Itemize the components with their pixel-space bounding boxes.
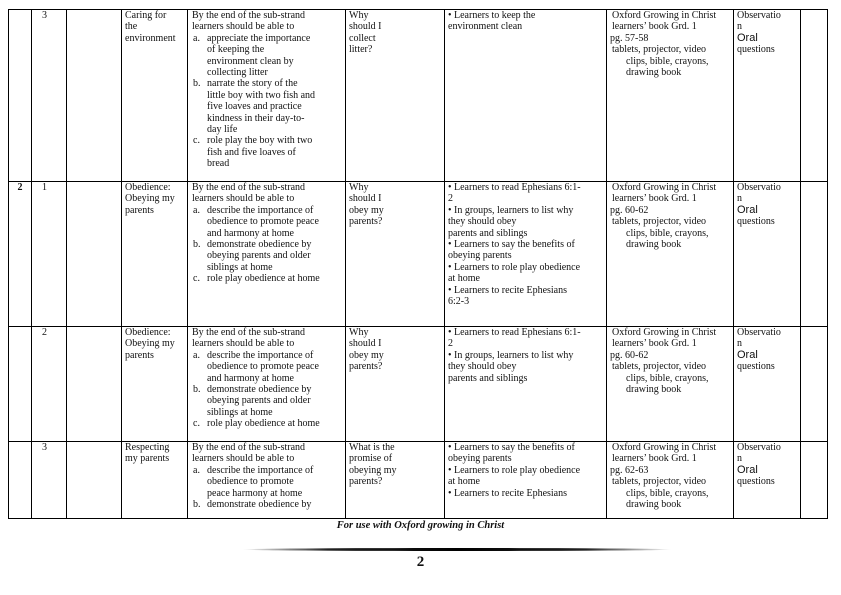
inquiry-line: promise of <box>349 453 393 465</box>
outcome-item <box>191 418 342 429</box>
experience-line: • In groups, learners to list why <box>448 349 574 361</box>
outcome-line: little boy with two fish and <box>207 89 316 101</box>
substrand-cell <box>122 327 188 442</box>
outcome-intro-line: By the end of the sub-strand <box>192 182 306 193</box>
inquiry-line: obey my <box>349 349 384 361</box>
outcome-line: obedience to promote <box>207 476 294 488</box>
resources-cell <box>607 442 734 519</box>
experience-line: 6:2-3 <box>448 296 470 308</box>
resource-title-line: learners’ book Grd. 1 <box>612 453 697 465</box>
page-number: 2 <box>416 554 425 570</box>
substrand-line: Obeying my <box>125 338 175 350</box>
outcome-line: siblings at home <box>207 261 273 273</box>
key-inquiry-cell <box>346 182 445 327</box>
footer-note: For use with Oxford growing in Christ <box>336 520 505 531</box>
experience-line: 2 <box>448 338 453 350</box>
assessment-cell <box>734 182 801 327</box>
experience-line: parents and siblings <box>448 227 528 239</box>
outcome-marker: a. <box>193 32 200 44</box>
week-cell <box>9 327 32 442</box>
outcome-intro-line: By the end of the sub-strand <box>192 442 306 453</box>
reflection-cell <box>801 327 828 442</box>
inquiry-line: obeying my <box>349 464 397 476</box>
reflection-cell <box>801 10 828 182</box>
table-row <box>9 442 828 519</box>
assessment-line: questions <box>737 44 775 56</box>
outcome-line: day life <box>207 124 238 136</box>
resource-title-line: Oxford Growing in Christ <box>612 10 717 21</box>
assessment-line: Observatio <box>737 10 781 21</box>
learning-outcomes-cell <box>188 327 346 442</box>
resource-material-line: tablets, projector, video <box>612 361 707 373</box>
footer-divider <box>242 548 672 551</box>
outcome-line: demonstrate obedience by <box>207 239 312 251</box>
learning-experiences-cell <box>445 327 607 442</box>
inquiry-line: collect <box>349 32 376 44</box>
key-inquiry-cell <box>346 10 445 182</box>
resource-material-line: drawing book <box>626 239 682 251</box>
inquiry-line: Why <box>349 182 369 193</box>
substrand-line: my parents <box>125 453 170 465</box>
assessment-line: n <box>737 453 742 465</box>
outcome-text <box>207 465 313 499</box>
inquiry-line: should I <box>349 21 382 33</box>
outcome-marker: a. <box>193 349 200 361</box>
experience-line: environment clean <box>448 21 523 33</box>
substrand-line: parents <box>125 349 154 361</box>
outcome-line: peace harmony at home <box>207 487 303 499</box>
outcome-line: appreciate the importance <box>207 32 311 44</box>
experience-line: 2 <box>448 193 453 205</box>
resource-material-line: clips, bible, crayons, <box>626 55 709 67</box>
assessment-line: questions <box>737 361 775 373</box>
substrand-cell <box>122 182 188 327</box>
outcome-text <box>207 384 311 418</box>
outcome-line: narrate the story of the <box>207 78 298 90</box>
outcome-line: obeying parents and older <box>207 250 311 262</box>
learning-outcomes-cell <box>188 10 346 182</box>
substrand-line: Caring for <box>125 10 167 21</box>
outcome-text <box>207 135 312 169</box>
assessment-line: Oral <box>737 348 758 361</box>
substrand-line: Respecting <box>125 442 170 453</box>
scheme-of-work-table <box>8 9 828 519</box>
experience-line: • Learners to role play obedience <box>448 464 581 476</box>
assessment-line: n <box>737 338 742 350</box>
key-inquiry-cell <box>346 442 445 519</box>
experience-line: • Learners to say the benefits of <box>448 239 575 251</box>
outcome-text <box>207 78 315 135</box>
experience-line: parents and siblings <box>448 372 528 384</box>
resource-material-line: tablets, projector, video <box>612 476 707 488</box>
outcome-line: siblings at home <box>207 406 273 418</box>
outcome-marker: a. <box>193 204 200 216</box>
resource-material-line: clips, bible, crayons, <box>626 487 709 499</box>
outcomes-intro <box>191 182 342 205</box>
outcome-marker: b. <box>193 78 201 90</box>
assessment-cell <box>734 442 801 519</box>
outcome-intro-line: learners should be able to <box>192 338 295 350</box>
outcome-line: fish and five loaves of <box>207 146 296 158</box>
lesson-cell: 2 <box>32 327 67 442</box>
assessment-line: Observatio <box>737 327 781 338</box>
table-row <box>9 327 828 442</box>
outcome-item <box>191 33 342 79</box>
resource-material-line: clips, bible, crayons, <box>626 372 709 384</box>
resource-title-line: Oxford Growing in Christ <box>612 327 717 338</box>
outcome-line: obedience to promote peace <box>207 361 319 373</box>
outcome-line: role play obedience at home <box>207 273 320 285</box>
experience-line: obeying parents <box>448 453 512 465</box>
resource-material-line: clips, bible, crayons, <box>626 227 709 239</box>
outcome-marker: b. <box>193 239 201 251</box>
resource-title-line: Oxford Growing in Christ <box>612 442 717 453</box>
outcome-item <box>191 205 342 239</box>
week-cell <box>9 442 32 519</box>
outcome-text <box>207 499 311 510</box>
week-cell: 2 <box>9 182 32 327</box>
learning-outcomes-cell <box>188 442 346 519</box>
experience-line: • Learners to keep the <box>448 10 536 21</box>
week-cell <box>9 10 32 182</box>
substrand-line: the <box>125 21 138 33</box>
outcome-text <box>207 273 320 284</box>
resource-pages: pg. 62-63 <box>610 464 649 476</box>
inquiry-line: obey my <box>349 204 384 216</box>
outcome-marker: c. <box>193 273 200 285</box>
outcome-item <box>191 273 342 284</box>
outcomes-intro <box>191 10 342 33</box>
assessment-line: Oral <box>737 463 758 476</box>
assessment-line: Oral <box>737 203 758 216</box>
outcome-item <box>191 78 342 135</box>
substrand-cell <box>122 442 188 519</box>
assessment-line: Oral <box>737 31 758 44</box>
inquiry-line: Why <box>349 327 369 338</box>
outcomes-intro <box>191 327 342 350</box>
outcome-intro-line: learners should be able to <box>192 193 295 205</box>
resources-cell <box>607 182 734 327</box>
experience-line: • Learners to read Ephesians 6:1- <box>448 327 581 338</box>
assessment-cell <box>734 327 801 442</box>
inquiry-line: litter? <box>349 44 373 56</box>
experience-line: • In groups, learners to list why <box>448 204 574 216</box>
experience-line: • Learners to recite Ephesians <box>448 487 568 499</box>
table-row <box>9 182 828 327</box>
outcome-line: and harmony at home <box>207 372 294 384</box>
outcomes-intro <box>191 442 342 465</box>
reflection-cell <box>801 182 828 327</box>
assessment-cell <box>734 10 801 182</box>
resource-material-line: drawing book <box>626 384 682 396</box>
experience-line: at home <box>448 273 480 285</box>
outcome-line: collecting litter <box>207 67 268 79</box>
outcome-text <box>207 239 311 273</box>
outcome-marker: c. <box>193 418 200 430</box>
outcome-line: obeying parents and older <box>207 395 311 407</box>
lesson-cell: 3 <box>32 10 67 182</box>
assessment-line: Observatio <box>737 182 781 193</box>
outcome-line: five loaves and practice <box>207 101 302 113</box>
strand-cell <box>67 327 122 442</box>
inquiry-line: parents? <box>349 361 383 373</box>
resource-material-line: tablets, projector, video <box>612 44 707 56</box>
learning-outcomes-cell <box>188 182 346 327</box>
outcome-marker: a. <box>193 464 200 476</box>
outcome-text <box>207 350 319 384</box>
assessment-line: n <box>737 193 742 205</box>
experience-line: • Learners to role play obedience <box>448 261 581 273</box>
lesson-cell: 3 <box>32 442 67 519</box>
outcome-line: of keeping the <box>207 44 265 56</box>
outcome-marker: b. <box>193 384 201 396</box>
outcome-text <box>207 33 310 79</box>
outcome-line: bread <box>207 158 230 170</box>
outcome-marker: c. <box>193 135 200 147</box>
inquiry-line: should I <box>349 338 382 350</box>
outcome-item <box>191 135 342 169</box>
inquiry-line: Why <box>349 10 369 21</box>
resource-material-line: tablets, projector, video <box>612 216 707 228</box>
inquiry-line: parents? <box>349 476 383 488</box>
substrand-line: parents <box>125 204 154 216</box>
substrand-cell <box>122 10 188 182</box>
key-inquiry-cell <box>346 327 445 442</box>
outcome-intro-line: By the end of the sub-strand <box>192 10 306 21</box>
resource-title-line: Oxford Growing in Christ <box>612 182 717 193</box>
resource-title-line: learners’ book Grd. 1 <box>612 21 697 33</box>
assessment-line: questions <box>737 476 775 488</box>
outcome-line: obedience to promote peace <box>207 216 319 228</box>
outcome-line: describe the importance of <box>207 349 314 361</box>
substrand-line: Obeying my <box>125 193 175 205</box>
outcome-line: describe the importance of <box>207 464 314 476</box>
assessment-line: n <box>737 21 742 33</box>
assessment-line: questions <box>737 216 775 228</box>
outcome-intro-line: By the end of the sub-strand <box>192 327 306 338</box>
outcome-item <box>191 499 342 510</box>
outcome-text <box>207 205 319 239</box>
experience-line: they should obey <box>448 361 517 373</box>
experience-line: they should obey <box>448 216 517 228</box>
outcome-line: demonstrate obedience by <box>207 384 312 396</box>
resource-material-line: drawing book <box>626 67 682 79</box>
outcome-line: role play the boy with two <box>207 135 313 147</box>
resource-material-line: drawing book <box>626 499 682 511</box>
lesson-cell: 1 <box>32 182 67 327</box>
outcome-line: and harmony at home <box>207 227 294 239</box>
outcome-intro-line: learners should be able to <box>192 21 295 33</box>
experience-line: • Learners to read Ephesians 6:1- <box>448 182 581 193</box>
outcome-item <box>191 384 342 418</box>
experience-line: obeying parents <box>448 250 512 262</box>
outcome-item <box>191 239 342 273</box>
outcome-item <box>191 465 342 499</box>
outcome-intro-line: learners should be able to <box>192 453 295 465</box>
strand-cell <box>67 10 122 182</box>
substrand-line: environment <box>125 32 176 44</box>
experience-line: • Learners to recite Ephesians <box>448 284 568 296</box>
experience-line: • Learners to say the benefits of <box>448 442 575 453</box>
resources-cell <box>607 10 734 182</box>
strand-cell <box>67 442 122 519</box>
inquiry-line: What is the <box>349 442 395 453</box>
table-row <box>9 10 828 182</box>
outcome-line: demonstrate obedience by <box>207 499 312 511</box>
resource-pages: pg. 60-62 <box>610 204 649 216</box>
substrand-line: Obedience: <box>125 182 171 193</box>
outcome-line: kindness in their day-to- <box>207 112 305 124</box>
outcome-line: role play obedience at home <box>207 418 320 430</box>
inquiry-line: parents? <box>349 216 383 228</box>
experience-line: at home <box>448 476 480 488</box>
outcome-line: environment clean by <box>207 55 294 67</box>
outcome-marker: b. <box>193 499 201 511</box>
resource-pages: pg. 60-62 <box>610 349 649 361</box>
learning-experiences-cell <box>445 10 607 182</box>
learning-experiences-cell <box>445 442 607 519</box>
outcome-line: describe the importance of <box>207 204 314 216</box>
substrand-line: Obedience: <box>125 327 171 338</box>
outcome-item <box>191 350 342 384</box>
strand-cell <box>67 182 122 327</box>
learning-experiences-cell <box>445 182 607 327</box>
resource-title-line: learners’ book Grd. 1 <box>612 193 697 205</box>
outcome-text <box>207 418 320 429</box>
resource-title-line: learners’ book Grd. 1 <box>612 338 697 350</box>
resources-cell <box>607 327 734 442</box>
resource-pages: pg. 57-58 <box>610 32 649 44</box>
assessment-line: Observatio <box>737 442 781 453</box>
inquiry-line: should I <box>349 193 382 205</box>
reflection-cell <box>801 442 828 519</box>
